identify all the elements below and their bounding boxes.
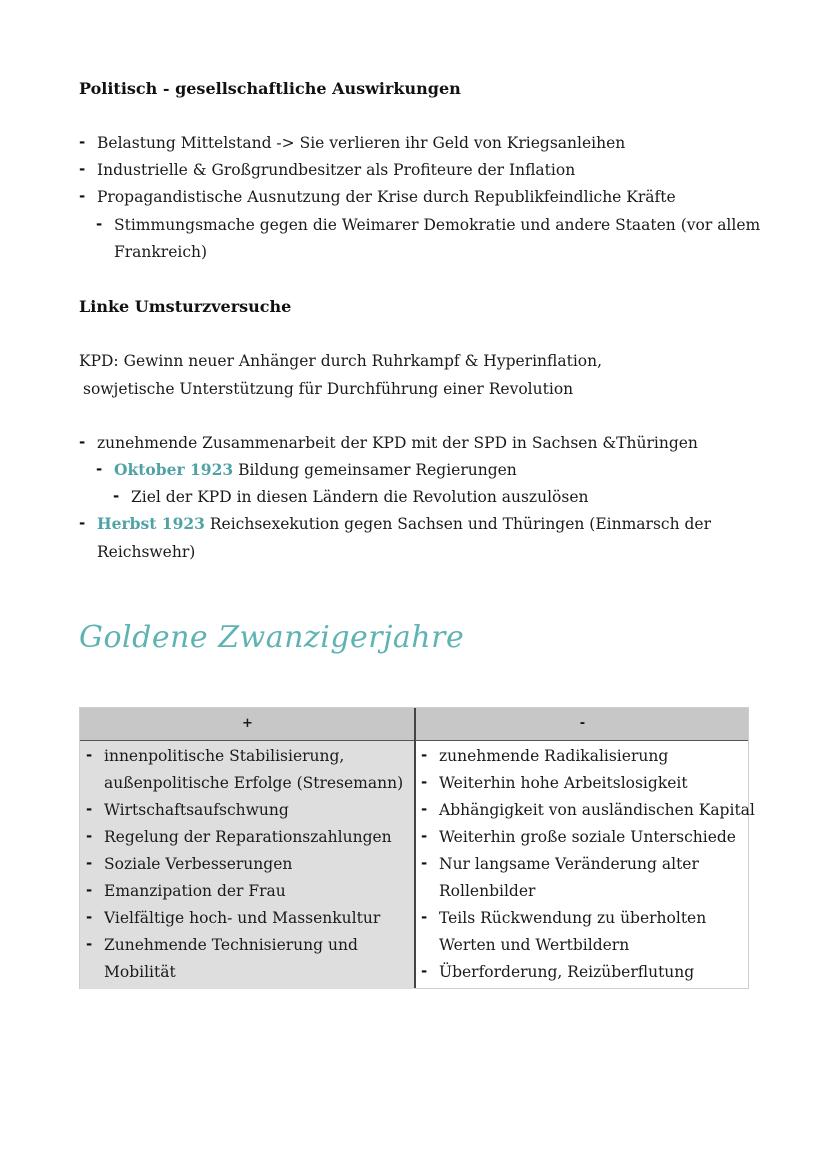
kpd-paragraph-line: KPD: Gewinn neuer Anhänger durch Ruhrkampf & Hyperinflation, [79, 352, 603, 370]
con-item: Überforderung, Reizüberflutung [439, 963, 695, 981]
pro-item: Emanzipation der Frau [104, 882, 286, 900]
bullet-dash: - [86, 935, 93, 953]
bullet-dash: - [86, 908, 93, 926]
kpd-paragraph-line: sowjetische Unterstützung für Durchführung einer Revolution [83, 380, 574, 398]
list-subitem-continuation: Frankreich) [114, 243, 208, 261]
bullet-dash: - [86, 746, 93, 764]
bullet-dash: - [79, 160, 86, 178]
section-heading-politisch: Politisch - gesellschaftliche Auswirkungen [79, 79, 461, 98]
bullet-dash: - [421, 827, 428, 845]
column-divider [414, 708, 416, 988]
bullet-dash: - [79, 133, 86, 151]
bullet-dash: - [421, 800, 428, 818]
date-highlight: Herbst 1923 [97, 514, 205, 533]
con-item-continuation: Rollenbilder [439, 882, 536, 900]
bullet-dash: - [113, 487, 120, 505]
bullet-dash: - [86, 827, 93, 845]
list-item: Industrielle & Großgrundbesitzer als Profiteure der Inflation [97, 161, 576, 179]
con-item: zunehmende Radikalisierung [439, 747, 669, 765]
bullet-dash: - [79, 514, 86, 532]
bullet-dash: - [79, 433, 86, 451]
con-item: Abhängigkeit von ausländischen Kapital [439, 801, 755, 819]
list-item: Herbst 1923 Reichsexekution gegen Sachsen und Thüringen (Einmarsch der [97, 514, 712, 533]
bullet-dash: - [79, 187, 86, 205]
pro-item: innenpolitische Stabilisierung, [104, 747, 345, 765]
date-highlight: Oktober 1923 [114, 460, 234, 479]
pro-item: Zunehmende Technisierung und [104, 936, 358, 954]
bullet-dash: - [421, 746, 428, 764]
list-item: zunehmende Zusammenarbeit der KPD mit der SPD in Sachsen &Thüringen [97, 434, 698, 452]
bullet-dash: - [86, 854, 93, 872]
con-item: Teils Rückwendung zu überholten [439, 909, 707, 927]
pro-item-continuation: außenpolitische Erfolge (Stresemann) [104, 774, 404, 792]
bullet-dash: - [96, 215, 103, 233]
bullet-dash: - [421, 908, 428, 926]
list-subitem: Stimmungsmache gegen die Weimarer Demokratie und andere Staaten (vor allem [114, 216, 761, 234]
list-subitem: Oktober 1923 Bildung gemeinsamer Regierungen [114, 460, 517, 479]
header-plus: + [242, 716, 253, 731]
pro-item: Regelung der Reparationszahlungen [104, 828, 392, 846]
pro-item: Vielfältige hoch- und Massenkultur [104, 909, 381, 927]
header-minus: - [579, 716, 586, 731]
section-title-goldene-zwanziger: Goldene Zwanzigerjahre [79, 620, 465, 655]
con-item: Weiterhin hohe Arbeitslosigkeit [439, 774, 688, 792]
con-item-continuation: Werten und Wertbildern [439, 936, 630, 954]
list-subsubitem: Ziel der KPD in diesen Ländern die Revolution auszulösen [131, 488, 589, 506]
list-item-continuation: Reichswehr) [97, 543, 196, 561]
pro-item: Wirtschaftsaufschwung [104, 801, 289, 819]
bullet-dash: - [421, 773, 428, 791]
con-item: Nur langsame Veränderung alter [439, 855, 699, 873]
list-item: Propagandistische Ausnutzung der Krise durch Republikfeindliche Kräfte [97, 188, 676, 206]
pro-item: Soziale Verbesserungen [104, 855, 293, 873]
con-item: Weiterhin große soziale Unterschiede [439, 828, 736, 846]
section-heading-linke: Linke Umsturzversuche [79, 297, 292, 316]
pros-cons-table [79, 707, 755, 989]
pro-item-continuation: Mobilität [104, 963, 176, 981]
bullet-dash: - [86, 800, 93, 818]
bullet-dash: - [421, 962, 428, 980]
bullet-dash: - [86, 881, 93, 899]
bullet-dash: - [96, 460, 103, 478]
bullet-dash: - [421, 854, 428, 872]
list-item: Belastung Mittelstand -> Sie verlieren ihr Geld von Kriegsanleihen [97, 134, 626, 152]
